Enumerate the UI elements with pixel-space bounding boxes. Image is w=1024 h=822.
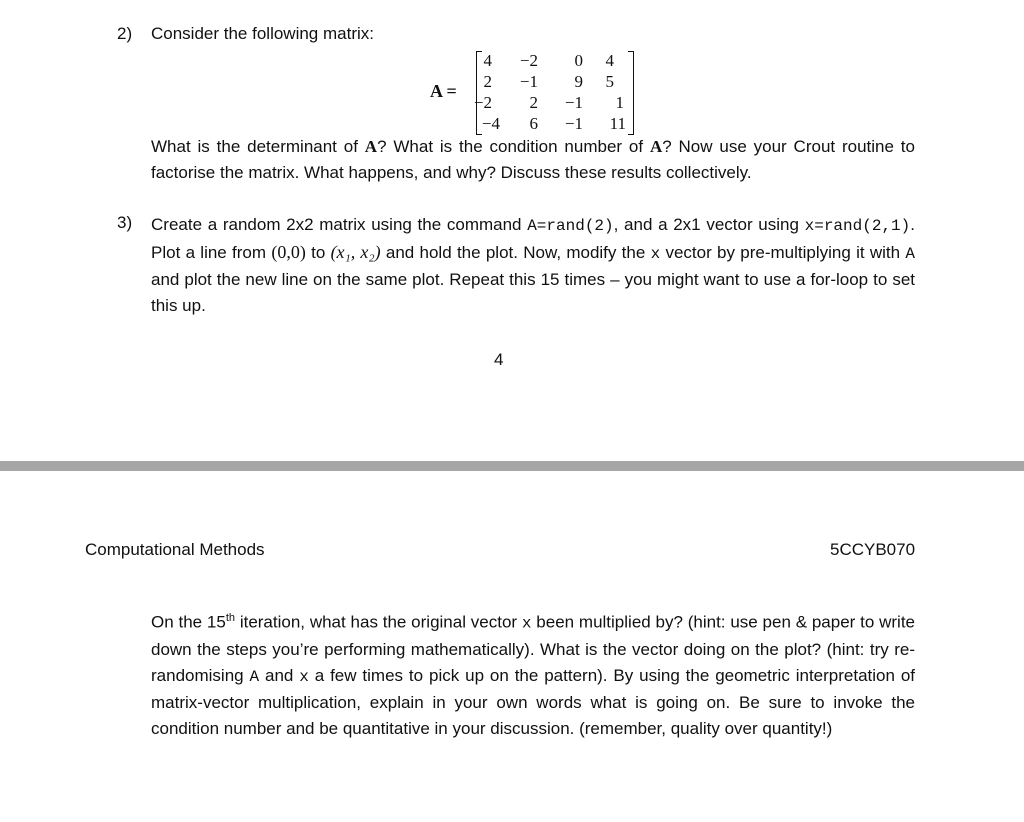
cont-text: a few times to pick up on the pattern). By using the geometric interpretation of matrix-vector multiplication, explain in your own words what is going on. Be sure to invoke the condition number and be quantitative in your discussion. (remember, quality over quantity!)	[151, 665, 916, 738]
q3-number: 3)	[117, 213, 133, 232]
matrix-cell: −1	[564, 114, 583, 133]
q2-text-3: ? Now use your Crout routine to factorise the matrix. What happens, and why? Discuss these results collectively.	[151, 137, 915, 182]
matrix-symbol: A	[364, 137, 378, 156]
cont-text: On the 15	[151, 612, 226, 632]
q3-text: . Plot a line from	[151, 215, 915, 262]
matrix-label: A =	[430, 81, 457, 101]
q3-text: , and a 2x1 vector using	[613, 215, 805, 234]
cont-text: been multiplied by? (hint: use pen & paper to write down the steps you’re performing mathematically). What is the vector doing on the plot? (hint: try re-randomising	[151, 612, 915, 685]
matrix-cell: 6	[529, 114, 538, 133]
q3-text: Create a random 2x2 matrix using the command	[151, 215, 528, 234]
q3-text: to	[305, 243, 331, 262]
code-snippet: x	[650, 245, 661, 263]
q2-text-1: What is the determinant of	[151, 137, 365, 156]
matrix-cell: −2	[473, 93, 492, 112]
matrix-cell: 5	[605, 72, 614, 91]
q3-text: and plot the new line on the same plot. Repeat this 15 times – you might want to use a for-loop to set this up.	[151, 270, 915, 315]
q3-body	[151, 212, 915, 319]
matrix-block	[420, 48, 650, 138]
matrix-cell: 4	[605, 51, 614, 70]
matrix-cell: −1	[564, 93, 583, 112]
code-snippet: A	[249, 667, 260, 686]
q2-intro: Consider the following matrix:	[151, 24, 374, 43]
q2-body	[151, 134, 915, 186]
matrix-cell: 9	[574, 72, 583, 91]
superscript: th	[225, 612, 236, 624]
q3-text: vector by pre-multiplying it with	[660, 243, 906, 262]
matrix-right-bracket	[628, 51, 634, 135]
q2-text-2: ? What is the condition number of	[377, 137, 650, 156]
math-point: (x₁, x₂)	[330, 242, 381, 262]
matrix-symbol: A	[649, 137, 663, 156]
code-snippet: x=rand(2,1)	[804, 217, 911, 235]
q2-number: 2)	[117, 24, 133, 43]
matrix-cell: −2	[519, 51, 538, 70]
matrix-cell: 4	[483, 51, 492, 70]
q3-text: and hold the plot. Now, modify the	[380, 243, 651, 262]
code-snippet: A	[905, 245, 915, 263]
footer-left: Computational Methods	[85, 540, 265, 559]
matrix-cell: 2	[529, 93, 538, 112]
page-number: 4	[494, 350, 504, 369]
code-snippet: x	[299, 667, 309, 686]
continuation-body	[151, 605, 915, 742]
page-divider	[0, 461, 1024, 471]
matrix-cell: −4	[481, 114, 500, 133]
footer-right: 5CCYB070	[830, 540, 916, 559]
matrix-cell: 1	[615, 93, 624, 112]
cont-text: and	[259, 665, 300, 685]
code-snippet: x	[521, 614, 532, 633]
code-snippet: A=rand(2)	[527, 217, 614, 235]
matrix-cell: −1	[519, 72, 538, 91]
cont-text: iteration, what has the original vector	[235, 612, 522, 632]
matrix-cell: 2	[483, 72, 492, 91]
matrix-cell: 0	[574, 51, 583, 70]
matrix-cell: 11	[609, 114, 626, 133]
math-origin: (0,0)	[271, 242, 306, 262]
